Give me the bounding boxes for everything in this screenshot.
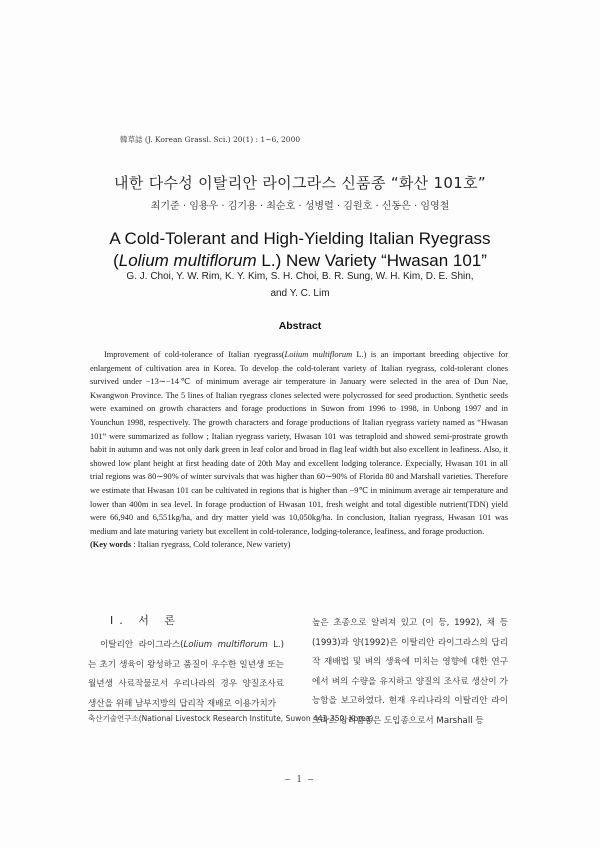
english-title <box>100 228 500 272</box>
english-authors <box>100 268 500 302</box>
left-col-rest: L.)는 초기 생육이 왕성하고 품질이 우수한 일년생 또는 월년생 사료작물로서 우리나라의 경우 양질조사료 생산을 위해 남부지방의 답리작 재배로 이용가치가 <box>88 640 284 709</box>
english-authors-line2: and Y. C. Lim <box>270 288 330 299</box>
journal-reference: 韓草誌 (J. Korean Grassl. Sci.) 20(1) : 1~6, 2000 <box>120 135 301 144</box>
english-title-species: Lolium multiflorum <box>118 251 257 270</box>
abstract-paragraph <box>90 348 508 538</box>
english-title-part2: L.) New Variety “Hwasan 101” <box>256 251 487 270</box>
english-authors-line1: G. J. Choi, Y. W. Rim, K. Y. Kim, S. H. Choi, B. R. Sung, W. H. Kim, D. E. Shin, <box>126 271 474 282</box>
left-column-text <box>88 636 284 714</box>
korean-authors: 최기준 · 임용우 · 김기용 · 최순호 · 성병렬 · 김원호 · 신동은 · 임영철 <box>150 201 450 212</box>
korean-title: 내한 다수성 이탈리안 라이그라스 신품종 “화산 101호” <box>114 174 486 192</box>
footnote-affiliation: 축산기술연구소(National Livestock Research Institute, Suwon 441-350, Korea) <box>88 714 374 723</box>
abstract-heading: Abstract <box>278 320 322 332</box>
abstract-body <box>90 348 508 552</box>
keywords-text: : Italian ryegrass, Cold tolerance, New variety) <box>131 540 291 550</box>
abstract-start: Improvement of cold-tolerance of Italian ryegrass( <box>104 350 285 359</box>
english-title-part1: A Cold-Tolerant and High-Yielding Italian Ryegrass ( <box>109 229 491 270</box>
section-heading-introduction: Ⅰ. 서 론 <box>110 614 181 627</box>
abstract-species: Loiium multiflorum <box>284 350 353 359</box>
keywords-label: (Key words <box>90 540 132 550</box>
footnote-divider <box>88 710 272 711</box>
left-col-species: Lolium multiflorum <box>183 640 268 650</box>
page-number: – 1 – <box>285 774 315 785</box>
abstract-rest: L.) is an important breeding objective for enlargement of cultivation area in Korea. To develop the cold-tolerant variety of Italian ryegrass, cold-tolerant clones survived under −13∼−14℃ of minimum average air temperature in January were selected in the area of Dun Nae, Kwangwon Province. The 5 lines of Italian ryegrass clones selected were polycrossed for seed production. Synthetic seeds were examined on growth characters and forage productions in Suwon from 1996 to 1998, in Unbong 1997 and in Younchun 1998, respectively. The growth characters and forage productions of Italian ryegrass variety named as “Hwasan 101” were summarized as follow ; Italian ryegrass variety, Hwasan 101 was tetraploid and showed semi-prostrate growth habit in autumn and was not only dark green in leaf color and broad in flag leaf width but also excellent in leafiness. Also, it showed low plant height at first heading date of 20th May and excellent lodging tolerance. Expecially, Hwasan 101 in all trial regions was 80∼90% of winter survivals that was higher than 60∼90% of Florida 80 and Marshall varieties. Therefore we estimate that Hwasan 101 can be cultivated in regions that is higher than −9℃ in minimum average air temperature and lower than 400m in sea level. In forage production of Hwasan 101, fresh weight and total digestible nutrient(TDN) yield were 66,940 and 6,551kg/ha, and dry matter yield was 10,050kg/ha. In conclusion, Italian ryegrass, Hwasan 101 was medium and late maturing variety but excellent in cold-tolerance, lodging-tolerance, leafiness, and forage production. <box>90 350 508 536</box>
right-column: 높은 초종으로 알려져 있고 (이 등, 1992), 채 등(1993)과 양(1992)은 이탈리안 라이그라스의 답리작 재배법 및 벼의 생육에 미치는 영향에 대한 연구에서 벼의 수량을 유지하고 양질의 조사료 생산이 가능함을 보고하였다. 현재 우리나라의 이탈리안 라이그라스 장려품종은 도입종으로서 Marshall 등 <box>312 618 508 726</box>
keywords <box>90 538 508 552</box>
left-col-start: 이탈리안 라이그라스( <box>100 640 184 650</box>
